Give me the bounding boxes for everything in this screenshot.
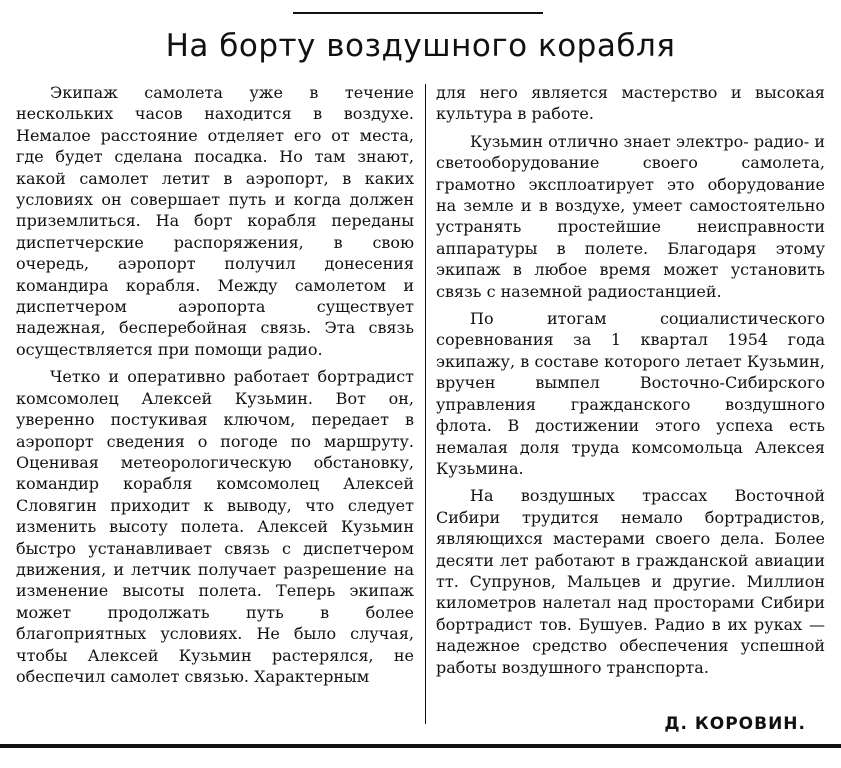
author-signature: Д. КОРОВИН. xyxy=(664,714,806,734)
bottom-rule xyxy=(0,744,841,748)
article-title: На борту воздушного корабля xyxy=(165,28,676,64)
paragraph: На воздушных трассах Восточной Сибири трудится немало бортрадистов, являющихся мастерами своего дела. Более десяти лет работают в гражданской авиации тт. Супрунов, Мальцев и другие. Миллион километров налетал над просторами Сибири бортрадист тов. Бушуев. Радио в их руках — надежное средство обеспечения успешной работы воздушного транспорта. xyxy=(436,486,825,677)
top-rule xyxy=(293,12,543,14)
paragraph: Экипаж самолета уже в течение нескольких часов находится в воздухе. Немалое расстояние отделяет его от места, где будет сделана посадка. Но там знают, какой самолет летит в аэропорт, в каких условиях он совершает путь и когда должен приземлиться. На борт корабля переданы диспетчерские распоряжения, в свою очередь, аэропорт получил донесения командира корабля. Между самолетом и диспетчером аэропорта существует надежная, бесперебойная связь. Эта связь осуществляется при помощи радио. xyxy=(16,83,414,359)
left-column xyxy=(16,82,414,693)
paragraph: Кузьмин отлично знает электро- радио- и светооборудование своего самолета, грамотно эксплоатирует это оборудование на земле и в воздухе, умеет самостоятельно устранять простейшие неисправности аппаратуры в полете. Благодаря этому экипаж в любое время может установить связь с наземной радиостанцией. xyxy=(436,131,825,301)
column-divider xyxy=(425,84,426,724)
paragraph: По итогам социалистического соревнования за 1 квартал 1954 года экипажу, в составе которого летает Кузьмин, вручен вымпел Восточно-Сибирского управления гражданского воздушного флота. В достижении этого успеха есть немалая доля труда комсомольца Алексея Кузьмина. xyxy=(436,309,825,478)
paragraph-continuation: для него является мастерство и высокая культура в работе. xyxy=(436,83,825,124)
paragraph: Четко и оперативно работает бортрадист комсомолец Алексей Кузьмин. Вот он, уверенно постукивая ключом, передает в аэропорт сведения о погоде по маршруту. Оценивая метеорологическую обстановку, командир корабля комсомолец Алексей Словягин приходит к выводу, что следует изменить высоту полета. Алексей Кузьмин быстро устанавливает связь с диспетчером движения, и летчик получает разрешение на изменение высоты полета. Теперь экипаж может продолжать путь в более благоприятных условиях. Не было случая, чтобы Алексей Кузьмин растерялся, не обеспечил самолет связью. Характерным xyxy=(16,367,414,686)
right-column xyxy=(436,82,825,684)
